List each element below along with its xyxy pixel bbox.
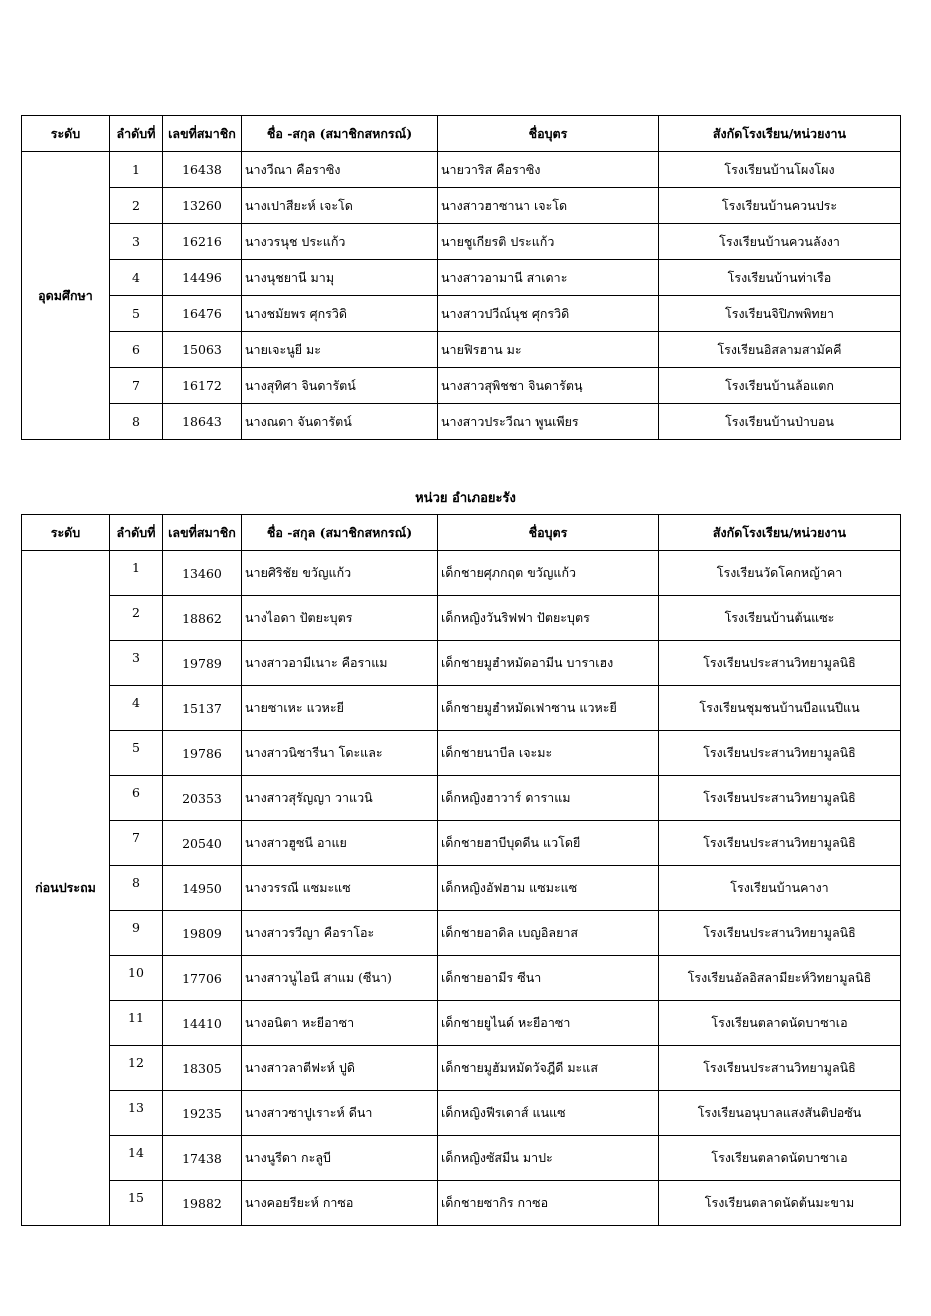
child-name-cell: นางสาวประวีณา พูนเพียร: [438, 404, 659, 440]
level-cell: ก่อนประถม: [22, 551, 110, 1226]
table-row: [22, 188, 901, 224]
school-cell: โรงเรียนประสานวิทยามูลนิธิ: [659, 776, 901, 821]
table-higher-education: [21, 115, 901, 440]
member-name-cell: นายเจะนูยี มะ: [242, 332, 438, 368]
order-cell: 15: [110, 1181, 163, 1226]
member-name-cell: นางวรนุช ประแก้ว: [242, 224, 438, 260]
order-cell: 7: [110, 821, 163, 866]
child-name-cell: นางสาวอามานี สาเดาะ: [438, 260, 659, 296]
order-cell: 6: [110, 776, 163, 821]
child-name-cell: เด็กชายซากิร กาซอ: [438, 1181, 659, 1226]
school-cell: โรงเรียนตลาดนัดต้นมะขาม: [659, 1181, 901, 1226]
child-name-cell: เด็กชายนาบีล เจะมะ: [438, 731, 659, 776]
member-no-cell: 16216: [163, 224, 242, 260]
table-row: [22, 296, 901, 332]
child-name-cell: เด็กหญิงฟีรเดาส์ แนแซ: [438, 1091, 659, 1136]
header-member-no: เลขที่สมาชิก: [163, 515, 242, 551]
member-name-cell: นางชมัยพร ศุกรวิดิ: [242, 296, 438, 332]
order-cell: 1: [110, 152, 163, 188]
order-cell: 1: [110, 551, 163, 596]
order-cell: 5: [110, 296, 163, 332]
school-cell: โรงเรียนบ้านล้อแตก: [659, 368, 901, 404]
member-no-cell: 16438: [163, 152, 242, 188]
header-school: สังกัดโรงเรียน/หน่วยงาน: [659, 116, 901, 152]
member-name-cell: นายศิริชัย ขวัญแก้ว: [242, 551, 438, 596]
order-cell: 8: [110, 404, 163, 440]
school-cell: โรงเรียนบ้านป่าบอน: [659, 404, 901, 440]
header-order: ลำดับที่: [110, 515, 163, 551]
child-name-cell: เด็กชายศุภกฤต ขวัญแก้ว: [438, 551, 659, 596]
child-name-cell: นางสาวสุพิชชา จินดารัตนฺ: [438, 368, 659, 404]
header-member-name: ชื่อ -สกุล (สมาชิกสหกรณ์): [242, 515, 438, 551]
member-name-cell: นางสาวลาตีฟะห์ ปูดิ: [242, 1046, 438, 1091]
child-name-cell: เด็กหญิงวันริฟฟา ปัตยะบุตร: [438, 596, 659, 641]
member-name-cell: นางวรรณี แซมะแซ: [242, 866, 438, 911]
header-member-name: ชื่อ -สกุล (สมาชิกสหกรณ์): [242, 116, 438, 152]
order-cell: 3: [110, 224, 163, 260]
header-order: ลำดับที่: [110, 116, 163, 152]
member-name-cell: นางสาวซาปูเราะห์ ดีนา: [242, 1091, 438, 1136]
school-cell: โรงเรียนบ้านควนประ: [659, 188, 901, 224]
school-cell: โรงเรียนบ้านต้นแซะ: [659, 596, 901, 641]
member-no-cell: 18643: [163, 404, 242, 440]
child-name-cell: เด็กชายอาดิล เบญอิลยาส: [438, 911, 659, 956]
order-cell: 12: [110, 1046, 163, 1091]
child-name-cell: นางสาวฮาซานา เจะโด: [438, 188, 659, 224]
table-row: [22, 596, 901, 641]
school-cell: โรงเรียนประสานวิทยามูลนิธิ: [659, 1046, 901, 1091]
table-pre-primary: [21, 514, 901, 1226]
school-cell: โรงเรียนบ้านโผงโผง: [659, 152, 901, 188]
order-cell: 14: [110, 1136, 163, 1181]
member-name-cell: นางคอยรียะห์ กาซอ: [242, 1181, 438, 1226]
member-no-cell: 19809: [163, 911, 242, 956]
order-cell: 11: [110, 1001, 163, 1046]
school-cell: โรงเรียนประสานวิทยามูลนิธิ: [659, 821, 901, 866]
table-row: [22, 1181, 901, 1226]
header-member-no: เลขที่สมาชิก: [163, 116, 242, 152]
table-row: [22, 224, 901, 260]
header-level: ระดับ: [22, 116, 110, 152]
member-name-cell: นางไอดา ปัตยะบุตร: [242, 596, 438, 641]
member-no-cell: 14496: [163, 260, 242, 296]
school-cell: โรงเรียนตลาดนัดบาซาเอ: [659, 1001, 901, 1046]
school-cell: โรงเรียนประสานวิทยามูลนิธิ: [659, 911, 901, 956]
member-name-cell: นางสาวนูไอนี สาแม (ซีนา): [242, 956, 438, 1001]
table-row: [22, 911, 901, 956]
level-cell: อุดมศึกษา: [22, 152, 110, 440]
member-no-cell: 13260: [163, 188, 242, 224]
member-no-cell: 17706: [163, 956, 242, 1001]
order-cell: 4: [110, 260, 163, 296]
header-child-name: ชื่อบุตร: [438, 116, 659, 152]
school-cell: โรงเรียนบ้านคางา: [659, 866, 901, 911]
school-cell: โรงเรียนบ้านควนลังงา: [659, 224, 901, 260]
school-cell: โรงเรียนอนุบาลแสงสันติปอซัน: [659, 1091, 901, 1136]
table-row: [22, 152, 901, 188]
table-row: [22, 641, 901, 686]
member-name-cell: นางนูรีดา กะลูบี: [242, 1136, 438, 1181]
child-name-cell: นายฟิรฮาน มะ: [438, 332, 659, 368]
table-row: [22, 1091, 901, 1136]
member-no-cell: 18305: [163, 1046, 242, 1091]
section-title: หน่วย อำเภอยะรัง: [415, 491, 516, 506]
school-cell: โรงเรียนจิปิภพพิทยา: [659, 296, 901, 332]
child-name-cell: เด็กชายยูไนด์ หะยีอาซา: [438, 1001, 659, 1046]
child-name-cell: เด็กชายอามีร ซีนา: [438, 956, 659, 1001]
member-no-cell: 16476: [163, 296, 242, 332]
child-name-cell: เด็กหญิงซัสมีน มาปะ: [438, 1136, 659, 1181]
child-name-cell: เด็กชายมูฮำหมัดอามีน บาราเฮง: [438, 641, 659, 686]
school-cell: โรงเรียนตลาดนัดบาซาเอ: [659, 1136, 901, 1181]
table-row: [22, 404, 901, 440]
school-cell: โรงเรียนวัดโคกหญ้าคา: [659, 551, 901, 596]
order-cell: 5: [110, 731, 163, 776]
member-no-cell: 20353: [163, 776, 242, 821]
order-cell: 2: [110, 596, 163, 641]
member-no-cell: 19235: [163, 1091, 242, 1136]
header-level: ระดับ: [22, 515, 110, 551]
member-name-cell: นางสาวรวีญา คือราโอะ: [242, 911, 438, 956]
member-name-cell: นางสาวนิซารีนา โดะและ: [242, 731, 438, 776]
table-row: [22, 368, 901, 404]
order-cell: 3: [110, 641, 163, 686]
member-no-cell: 13460: [163, 551, 242, 596]
order-cell: 6: [110, 332, 163, 368]
member-no-cell: 19882: [163, 1181, 242, 1226]
school-cell: โรงเรียนประสานวิทยามูลนิธิ: [659, 641, 901, 686]
table-row: [22, 866, 901, 911]
member-no-cell: 17438: [163, 1136, 242, 1181]
order-cell: 10: [110, 956, 163, 1001]
table-row: [22, 686, 901, 731]
child-name-cell: เด็กชายมูฮัมหมัดวัจฎีดี มะแส: [438, 1046, 659, 1091]
member-no-cell: 14410: [163, 1001, 242, 1046]
school-cell: โรงเรียนบ้านท่าเรือ: [659, 260, 901, 296]
header-child-name: ชื่อบุตร: [438, 515, 659, 551]
child-name-cell: เด็กชายมูฮำหมัดเฟาซาน แวหะยี: [438, 686, 659, 731]
order-cell: 9: [110, 911, 163, 956]
member-name-cell: นายซาเหะ แวหะยี: [242, 686, 438, 731]
table-row: [22, 260, 901, 296]
school-cell: โรงเรียนอัลอิสลามียะห์วิทยามูลนิธิ: [659, 956, 901, 1001]
member-name-cell: นางณดา จันดารัตน์: [242, 404, 438, 440]
member-no-cell: 19786: [163, 731, 242, 776]
member-name-cell: นางสาวอามีเนาะ คือราแม: [242, 641, 438, 686]
member-name-cell: นางสาวสุรัญญา วาแวนิ: [242, 776, 438, 821]
table-row: [22, 776, 901, 821]
child-name-cell: เด็กหญิงฮาวาร์ ดาราแม: [438, 776, 659, 821]
member-name-cell: นางสาวฮูซนี อาแย: [242, 821, 438, 866]
table-row: [22, 1136, 901, 1181]
table-row: [22, 821, 901, 866]
member-name-cell: นางนุชยานี มามุ: [242, 260, 438, 296]
child-name-cell: เด็กชายฮาบีบุดดีน แวโดยี: [438, 821, 659, 866]
child-name-cell: นางสาวปวีณ์นุช ศุกรวิดิ: [438, 296, 659, 332]
order-cell: 4: [110, 686, 163, 731]
table-row: [22, 731, 901, 776]
member-no-cell: 19789: [163, 641, 242, 686]
table-row: [22, 956, 901, 1001]
header-row: [22, 515, 901, 551]
child-name-cell: นายวาริส คือราซิง: [438, 152, 659, 188]
member-no-cell: 14950: [163, 866, 242, 911]
member-no-cell: 20540: [163, 821, 242, 866]
member-name-cell: นางอนิตา หะยีอาซา: [242, 1001, 438, 1046]
table-row: [22, 332, 901, 368]
member-no-cell: 18862: [163, 596, 242, 641]
member-no-cell: 15063: [163, 332, 242, 368]
child-name-cell: เด็กหญิงอัฟฮาม แซมะแซ: [438, 866, 659, 911]
school-cell: โรงเรียนชุมชนบ้านบือแนปีแน: [659, 686, 901, 731]
school-cell: โรงเรียนประสานวิทยามูลนิธิ: [659, 731, 901, 776]
table-row: [22, 551, 901, 596]
child-name-cell: นายชูเกียรติ ประแก้ว: [438, 224, 659, 260]
order-cell: 7: [110, 368, 163, 404]
member-no-cell: 15137: [163, 686, 242, 731]
table-row: [22, 1046, 901, 1091]
member-name-cell: นางเปาสียะห์ เจะโด: [242, 188, 438, 224]
order-cell: 8: [110, 866, 163, 911]
school-cell: โรงเรียนอิสลามสามัคคี: [659, 332, 901, 368]
member-name-cell: นางวีณา คือราซิง: [242, 152, 438, 188]
member-name-cell: นางสุทิศา จินดารัตน์: [242, 368, 438, 404]
order-cell: 13: [110, 1091, 163, 1136]
header-school: สังกัดโรงเรียน/หน่วยงาน: [659, 515, 901, 551]
order-cell: 2: [110, 188, 163, 224]
table-row: [22, 1001, 901, 1046]
header-row: [22, 116, 901, 152]
member-no-cell: 16172: [163, 368, 242, 404]
